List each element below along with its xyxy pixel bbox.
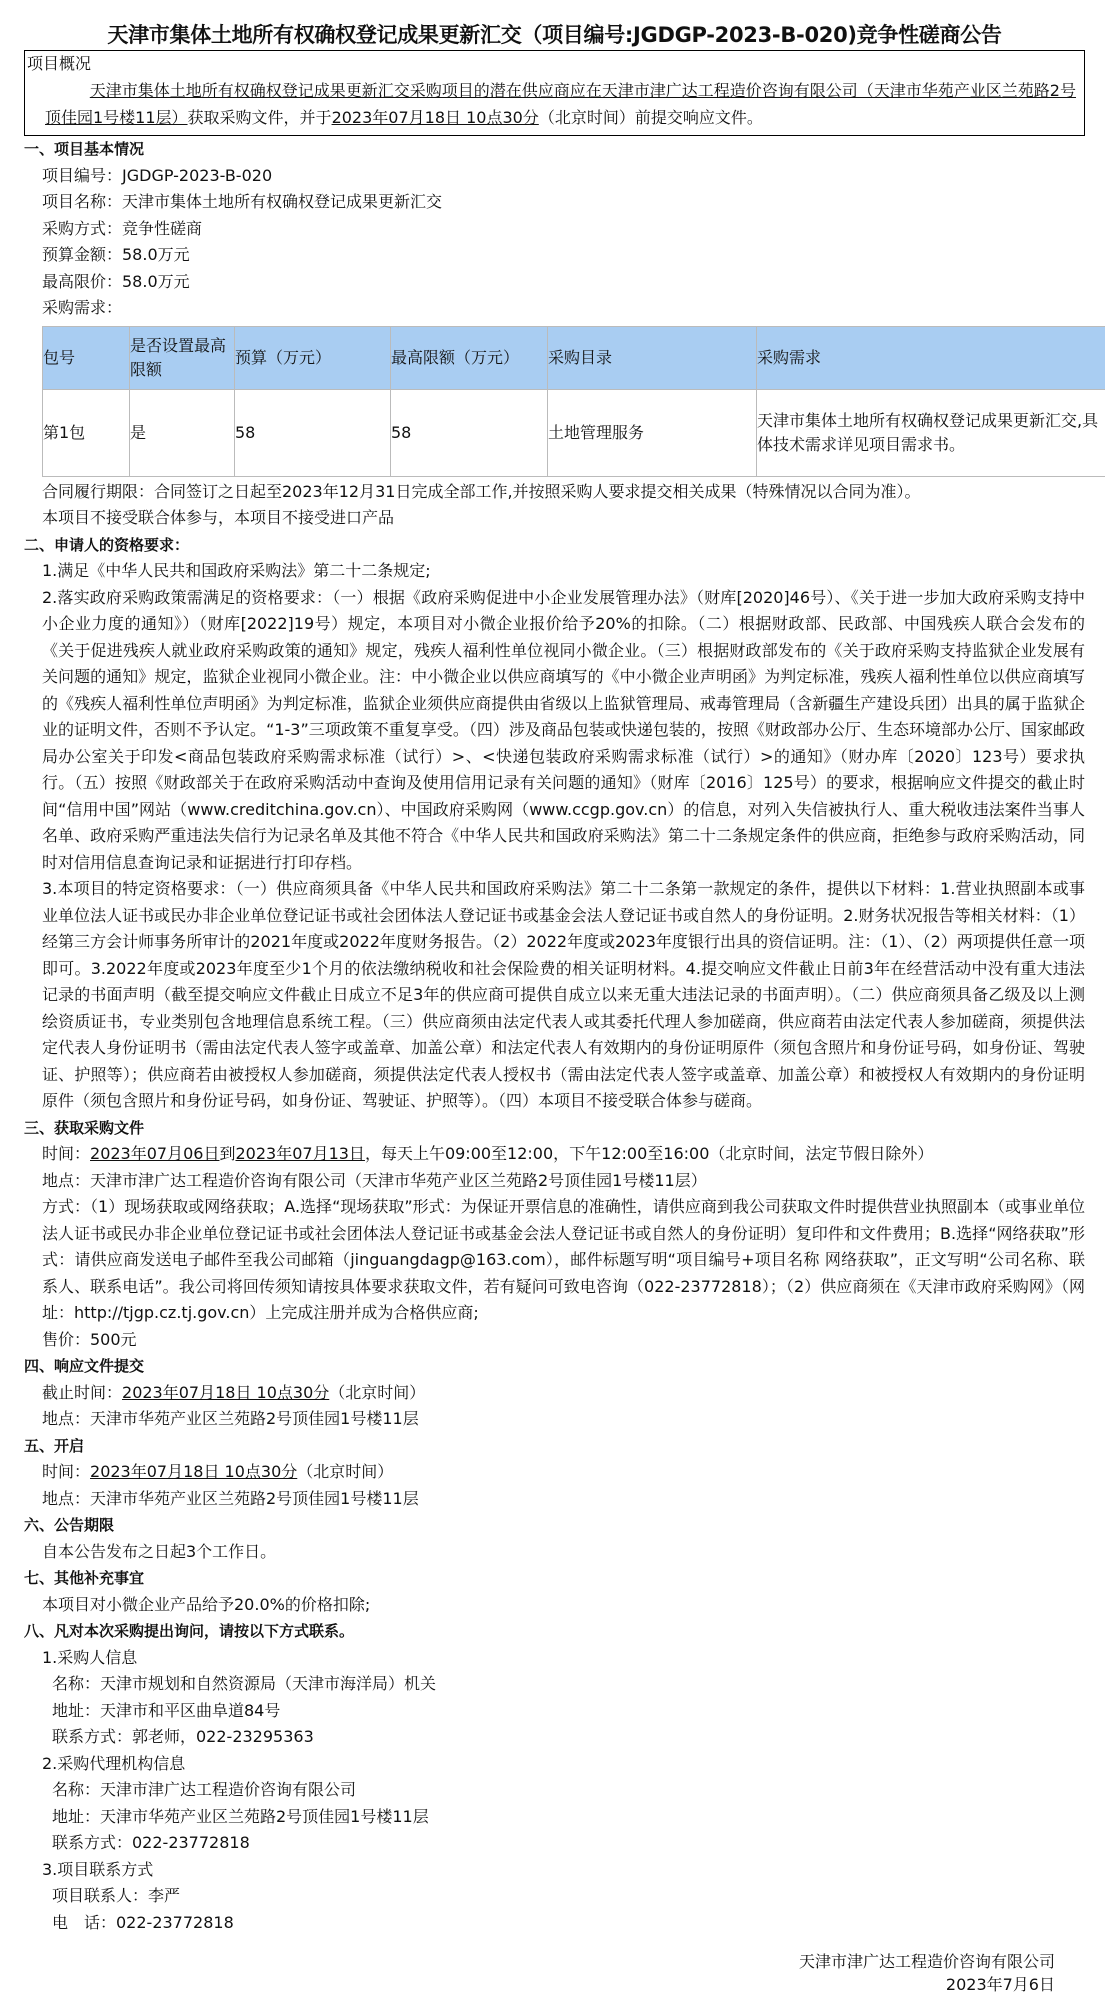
signature-org: 天津市津广达工程造价咨询有限公司 xyxy=(24,1950,1055,1973)
col-header: 采购目录 xyxy=(548,326,757,389)
section-heading-4: 四、响应文件提交 xyxy=(24,1353,1085,1380)
project-contact-person: 项目联系人：李严 xyxy=(52,1883,1085,1910)
buyer-contact: 联系方式：郭老师，022-23295363 xyxy=(52,1724,1085,1751)
time-start: 2023年07月06日 xyxy=(90,1144,219,1163)
announcement-period: 自本公告发布之日起3个工作日。 xyxy=(24,1539,1085,1566)
section-heading-5: 五、开启 xyxy=(24,1433,1085,1460)
agency-contact: 联系方式：022-23772818 xyxy=(52,1830,1085,1857)
table-cell: 第1包 xyxy=(43,389,130,476)
table-cell: 土地管理服务 xyxy=(548,389,757,476)
project-name: 项目名称：天津市集体土地所有权确权登记成果更新汇交 xyxy=(42,189,1085,216)
qualification-3: 3.本项目的特定资格要求：（一）供应商须具备《中华人民共和国政府采购法》第二十二条第一款规定的条件，提供以下材料：1.营业执照副本或事业单位法人证书或民办非企业单位登记证书或社会团体法人登记证书或基金会法人登记证书或自然人的身份证明。2.财务状况报告等相关材料：（1）经第三方会计师事务所审计的2021年度或2022年度财务报告。（2）2022年度或2023年度银行出具的资信证明。注：（1）、（2）两项提供任意一项即可。3.2022年度或2023年度至少1个月的依法缴纳税收和社会保险费的相关证明材料。4.提交响应文件截止日前3年在经营活动中没有重大违法记录的书面声明（截至提交响应文件截止日成立不足3年的供应商可提供自成立以来无重大违法记录的书面声明）。（二）供应商须具备乙级及以上测绘资质证书，专业类别包含地理信息系统工程。（三）供应商须由法定代表人或其委托代理人参加磋商，供应商若由法定代表人参加磋商，须提供法定代表人身份证明书（需由法定代表人签字或盖章、加盖公章）和法定代表人有效期内的身份证明原件（须包含照片和身份证号码，如身份证、驾驶证、护照等）；供应商若由被授权人参加磋商，须提供法定代表人授权书（需由法定代表人签字或盖章、加盖公章）和被授权人有效期内的身份证明原件（须包含照片和身份证号码，如身份证、驾驶证、护照等）。（四）本项目不接受联合体参与磋商。 xyxy=(42,876,1085,1115)
overview-mid-text: 获取采购文件，并于 xyxy=(188,108,332,127)
qualification-2: 2.落实政府采购政策需满足的资格要求：（一）根据《政府采购促进中小企业发展管理办法》（财库[2020]46号）、《关于进一步加大政府采购支持中小企业力度的通知》）（财库[2022]19号）规定，本项目对小微企业报价给予20%的扣除。（二）根据财政部、民政部、中国残疾人联合会发布的《关于促进残疾人就业政府采购政策的通知》规定，残疾人福利性单位视同小微企业。（三）根据财政部发布的《关于政府采购支持监狱企业发展有关问题的通知》规定，监狱企业视同小微企业。注：中小微企业以供应商填写的《中小微企业声明函》为判定标准，残疾人福利性单位以供应商填写的《残疾人福利性单位声明函》为判定标准，监狱企业须供应商提供由省级以上监狱管理局、戒毒管理局（含新疆生产建设兵团）出具的属于监狱企业的证明文件，否则不予认定。“1-3”三项政策不重复享受。（四）涉及商品包装或快递包装的，按照《财政部办公厅、生态环境部办公厅、国家邮政局办公室关于印发<商品包装政府采购需求标准（试行）>、<快递包装政府采购需求标准（试行）>的通知》（财办库〔2020〕123号）要求执行。（五）按照《财政部关于在政府采购活动中查询及使用信用记录有关问题的通知》（财库〔2016〕125号）的要求，根据响应文件提交的截止时间“信用中国”网站（www.creditchina.gov.cn）、中国政府采购网（www.ccgp.gov.cn）的信息，对列入失信被执行人、重大税收违法案件当事人名单、政府采购严重违法失信行为记录名单及其他不符合《中华人民共和国政府采购法》第二十二条规定条件的供应商，拒绝参与政府采购活动，同时对信用信息查询记录和证据进行打印存档。 xyxy=(42,585,1085,877)
project-overview-box xyxy=(24,50,1085,136)
table-cell: 58 xyxy=(235,389,391,476)
submission-place: 地点：天津市华苑产业区兰苑路2号顶佳园1号楼11层 xyxy=(42,1406,1085,1433)
table-cell: 天津市集体土地所有权确权登记成果更新汇交,具体技术需求详见项目需求书。 xyxy=(757,389,1105,476)
col-header: 最高限额（万元） xyxy=(391,326,548,389)
col-header: 预算（万元） xyxy=(235,326,391,389)
opening-time-label: 时间： xyxy=(42,1462,90,1481)
overview-end-text: （北京时间）前提交响应文件。 xyxy=(539,108,763,127)
section-heading-3: 三、获取采购文件 xyxy=(24,1115,1085,1142)
budget-amount: 预算金额：58.0万元 xyxy=(42,242,1085,269)
section-heading-1: 一、项目基本情况 xyxy=(24,136,1085,163)
page-title: 天津市集体土地所有权确权登记成果更新汇交（项目编号:JGDGP-2023-B-020)竞争性磋商公告 xyxy=(24,0,1085,50)
obtain-place: 地点：天津市津广达工程造价咨询有限公司（天津市华苑产业区兰苑路2号顶佳园1号楼11层） xyxy=(42,1168,1085,1195)
agency-info-title: 2.采购代理机构信息 xyxy=(24,1751,1085,1778)
buyer-address: 地址：天津市和平区曲阜道84号 xyxy=(52,1698,1085,1725)
contract-period: 合同履行期限：合同签订之日起至2023年12月31日完成全部工作,并按照采购人要求提交相关成果（特殊情况以合同为准）。 xyxy=(42,479,1085,506)
deadline-label: 截止时间： xyxy=(42,1383,122,1402)
table-row xyxy=(43,389,1105,476)
project-number: 项目编号：JGDGP-2023-B-020 xyxy=(42,163,1085,190)
agency-address: 地址：天津市华苑产业区兰苑路2号顶佳园1号楼11层 xyxy=(52,1804,1085,1831)
opening-time-value: 2023年07月18日 10点30分 xyxy=(90,1462,297,1481)
max-price: 最高限价：58.0万元 xyxy=(42,269,1085,296)
section-heading-7: 七、其他补充事宜 xyxy=(24,1565,1085,1592)
opening-time-suffix: （北京时间） xyxy=(297,1462,393,1481)
buyer-name: 名称：天津市规划和自然资源局（天津市海洋局）机关 xyxy=(52,1671,1085,1698)
time-to: 到 xyxy=(219,1144,235,1163)
document-price: 售价：500元 xyxy=(42,1327,1085,1354)
table-header-row xyxy=(43,326,1105,389)
section-heading-2: 二、申请人的资格要求： xyxy=(24,532,1085,559)
col-header: 采购需求 xyxy=(757,326,1105,389)
col-header: 包号 xyxy=(43,326,130,389)
obtain-method: 方式：（1）现场获取或网络获取；A.选择“现场获取”形式：为保证开票信息的准确性，请供应商到我公司获取文件时提供营业执照副本（或事业单位法人证书或民办非企业单位登记证书或社会团体法人登记证书或基金会法人登记证书或自然人的身份证明）复印件和文件费用；B.选择“网络获取”形式：请供应商发送电子邮件至我公司邮箱（jinguangdagp@163.com），邮件标题写明“项目编号+项目名称 网络获取”，正文写明“公司名称、联系人、联系电话”。我公司将回传须知请按具体要求获取文件，若有疑问可致电咨询（022-23772818）；（2）供应商须在《天津市政府采购网》（网址：http://tjgp.cz.tj.gov.cn）上完成注册并成为合格供应商; xyxy=(42,1194,1085,1327)
col-header: 是否设置最高限额 xyxy=(130,326,235,389)
basic-info xyxy=(24,163,1085,322)
signature-block xyxy=(24,1950,1085,1996)
obtain-time xyxy=(42,1141,1085,1168)
overview-underlined-text: 天津市集体土地所有权确权登记成果更新汇交采购项目的潜在供应商应在天津市津广达工程造价咨询有限公司（天津市华苑产业区兰苑路2号顶佳园1号楼11层） xyxy=(45,81,1076,127)
buyer-info-title: 1.采购人信息 xyxy=(24,1645,1085,1672)
table-cell: 58 xyxy=(391,389,548,476)
project-contact-phone: 电 话：022-23772818 xyxy=(52,1910,1085,1937)
opening-place: 地点：天津市华苑产业区兰苑路2号顶佳园1号楼11层 xyxy=(42,1486,1085,1513)
time-label: 时间： xyxy=(42,1144,90,1163)
agency-name: 名称：天津市津广达工程造价咨询有限公司 xyxy=(52,1777,1085,1804)
qualification-1: 1.满足《中华人民共和国政府采购法》第二十二条规定; xyxy=(42,558,1085,585)
project-contact-title: 3.项目联系方式 xyxy=(24,1857,1085,1884)
opening-time xyxy=(42,1459,1085,1486)
other-matters: 本项目对小微企业产品给予20.0%的价格扣除; xyxy=(24,1592,1085,1619)
time-rest: ，每天上午09:00至12:00，下午12:00至16:00（北京时间，法定节假日除外） xyxy=(365,1144,933,1163)
deadline-suffix: （北京时间） xyxy=(329,1383,425,1402)
deadline-value: 2023年07月18日 10点30分 xyxy=(122,1383,329,1402)
section-heading-8: 八、凡对本次采购提出询问，请按以下方式联系。 xyxy=(24,1618,1085,1645)
overview-heading: 项目概况 xyxy=(27,51,1078,77)
overview-text xyxy=(27,77,1078,131)
section-heading-6: 六、公告期限 xyxy=(24,1512,1085,1539)
table-cell: 是 xyxy=(130,389,235,476)
procurement-needs-label: 采购需求： xyxy=(42,295,1085,322)
consortium-note: 本项目不接受联合体参与，本项目不接受进口产品 xyxy=(42,505,1085,532)
submission-deadline xyxy=(42,1380,1085,1407)
package-table xyxy=(42,326,1105,477)
time-end: 2023年07月13日 xyxy=(235,1144,364,1163)
overview-deadline: 2023年07月18日 10点30分 xyxy=(332,108,539,127)
signature-date: 2023年7月6日 xyxy=(24,1973,1055,1996)
procurement-method: 采购方式：竞争性磋商 xyxy=(42,216,1085,243)
